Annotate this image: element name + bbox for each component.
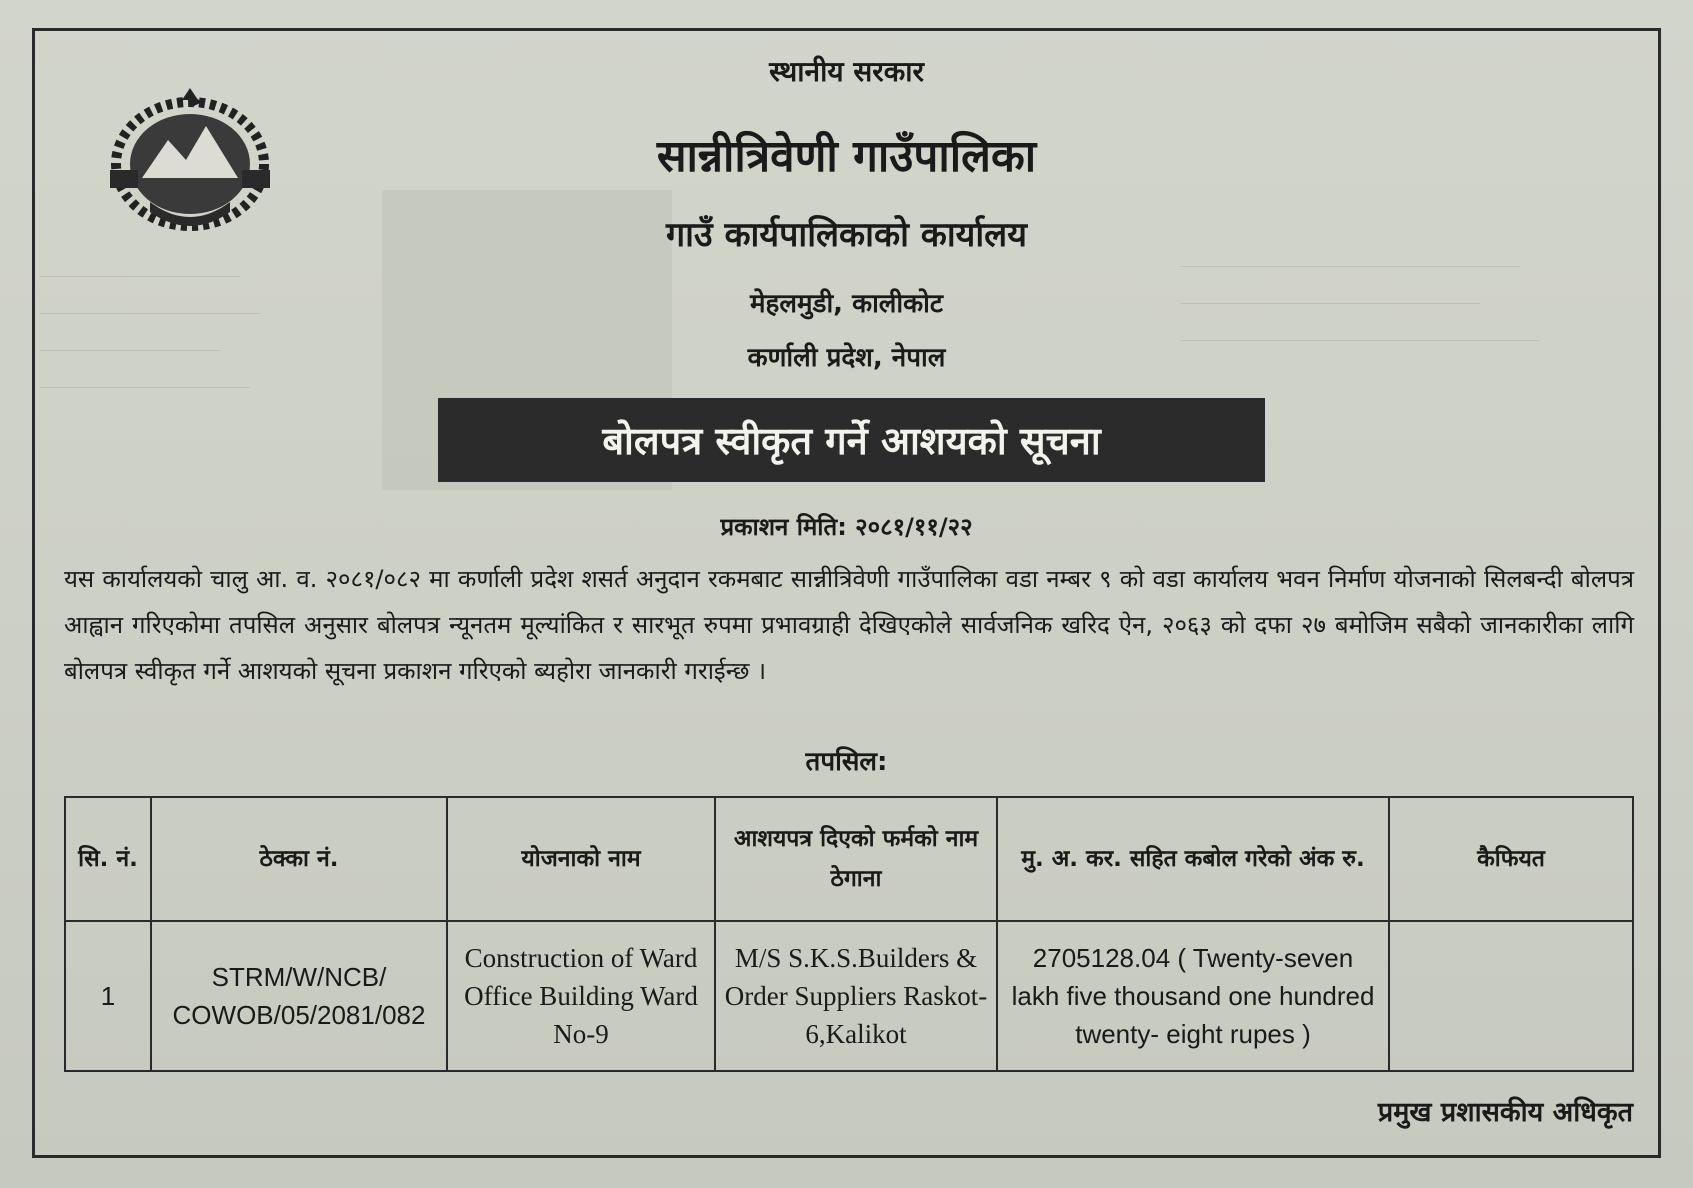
header-project-name: योजनाको नाम — [447, 797, 715, 921]
publication-date: २०८१/११/२२ — [855, 513, 973, 541]
cell-project-name: Construction of Ward Office Building Ward No-9 — [447, 921, 715, 1071]
table-row — [65, 921, 1633, 1071]
schedule-label: तपसिल: — [805, 747, 888, 777]
cell-firm: M/S S.K.S.Builders & Order Suppliers Raskot-6,Kalikot — [715, 921, 997, 1071]
notice-title-banner — [438, 398, 1265, 482]
cell-amount: 2705128.04 ( Twenty-seven lakh five thousand one hundred twenty- eight rupes ) — [997, 921, 1389, 1071]
table-header-row — [65, 797, 1633, 921]
header-sn: सि. नं. — [65, 797, 151, 921]
cell-sn: 1 — [65, 921, 151, 1071]
address-line-2: कर्णाली प्रदेश, नेपाल — [747, 343, 946, 373]
header-amount: मु. अ. कर. सहित कबोल गरेको अंक रु. — [997, 797, 1389, 921]
signatory-title: प्रमुख प्रशासकीय अधिकृत — [1377, 1097, 1633, 1128]
office-name: गाउँ कार्यपालिकाको कार्यालय — [666, 215, 1027, 255]
bid-table — [64, 796, 1634, 1072]
local-government-label: स्थानीय सरकार — [769, 55, 924, 88]
notice-body: यस कार्यालयको चालु आ. व. २०८१/०८२ मा कर्णाली प्रदेश शसर्त अनुदान रकमबाट सान्नीत्रिवेणी गाउँपालिका वडा नम्बर ९ को वडा कार्यालय भवन निर्माण योजनाको सिलबन्दी बोलपत्र आह्वान गरिएकोमा तपसिल अनुसार बोलपत्र न्यूनतम मूल्यांकित र सारभूत रुपमा प्रभावग्राही देखिएकोले सार्वजनिक खरिद ऐन, २०६३ को दफा २७ बमोजिम सबैको जानकारीका लागि बोलपत्र स्वीकृत गर्ने आशयको सूचना प्रकाशन गरिएको ब्यहोरा जानकारी गराईन्छ । — [64, 565, 1634, 685]
publication-date-label: प्रकाशन मिति: — [720, 513, 847, 541]
notice-title: बोलपत्र स्वीकृत गर्ने आशयको सूचना — [602, 419, 1101, 463]
header-contract-no: ठेक्का नं. — [151, 797, 447, 921]
address-line-1: मेहलमुडी, कालीकोट — [750, 289, 943, 319]
header-firm: आशयपत्र दिएको फर्मको नाम ठेगाना — [715, 797, 997, 921]
municipality-name: सान्नीत्रिवेणी गाउँपालिका — [656, 131, 1037, 182]
cell-contract-no: STRM/W/NCB/ COWOB/05/2081/082 — [151, 921, 447, 1071]
header-remarks: कैफियत — [1389, 797, 1633, 921]
cell-remarks — [1389, 921, 1633, 1071]
publication-date-line — [0, 510, 1693, 543]
